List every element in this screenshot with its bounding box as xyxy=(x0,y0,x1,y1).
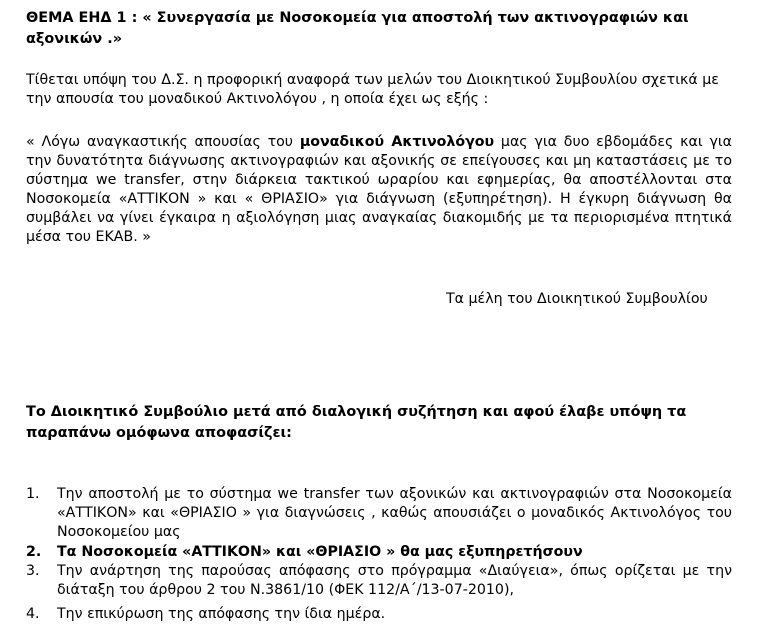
decision-item-number: 2. xyxy=(26,544,42,560)
quote-bold-text: μοναδικού Ακτινολόγου xyxy=(299,134,495,150)
decision-item-number: 3. xyxy=(26,563,40,579)
decision-list xyxy=(26,485,732,624)
decision-item xyxy=(26,543,732,562)
decision-item xyxy=(26,485,732,542)
document-title: ΘΕΜΑ ΕΗΔ 1 : « Συνεργασία με Νοσοκομεία για αποστολή των ακτινογραφιών και αξονικών .» xyxy=(26,10,689,47)
quote-paragraph xyxy=(26,133,732,247)
decision-item-text: Τα Νοσοκομεία «ΑΤΤΙΚΟΝ» και «ΘΡΙΑΣΙΟ » θα μας εξυπηρετήσουν xyxy=(57,544,583,560)
decision-intro: Το Διοικητικό Συμβούλιο μετά από διαλογική συζήτηση και αφού έλαβε υπόψη τα παραπάνω ομόφωνα αποφασίζει: xyxy=(26,404,687,441)
decision-item xyxy=(26,605,732,624)
quote-text-start: « Λόγω αναγκαστικής απουσίας του xyxy=(26,134,300,150)
decision-item-number: 4. xyxy=(26,606,40,622)
decision-item-text: Την αποστολή με το σύστημα we transfer των αξονικών και ακτινογραφιών στα Νοσοκομεία «ΑΤΤΙΚΟΝ» και «ΘΡΙΑΣΙΟ » για διαγνώσεις , καθώς απουσιάζει ο μοναδικός Ακτινολόγος του Νοσοκομείου μας xyxy=(57,486,732,540)
intro-paragraph: Τίθεται υπόψη του Δ.Σ. η προφορική αναφορά των μελών του Διοικητικού Συμβουλίου σχετικά με την απουσία του μοναδικού Ακτινολόγου , η οποία έχει ως εξής : xyxy=(26,72,719,107)
decision-item-number: 1. xyxy=(26,486,40,502)
decision-item xyxy=(26,562,732,600)
decision-item-text: Την επικύρωση της απόφασης την ίδια ημέρα. xyxy=(57,606,386,622)
decision-item-text: Την ανάρτηση της παρούσας απόφασης στο πρόγραμμα «Διαύγεια», όπως ορίζεται με την διάταξη του άρθρου 2 του Ν.3861/10 (ΦΕΚ 112/Α΄/13-07-2010), xyxy=(57,563,732,598)
signature-line: Τα μέλη του Διοικητικού Συμβουλίου xyxy=(446,291,708,307)
quote-text-end: μας για δυο εβδομάδες και για την δυνατότητα διάγνωσης ακτινογραφιών και αξονικής σε επείγουσες και μη καταστάσεις με το σύστημα we transfer, στην διάρκεια τακτικού ωραρίου και εφημερίας, θα αποστέλλονται στα Νοσοκομεία «ΑΤΤΙΚΟΝ » και « ΘΡΙΑΣΙΟ» για διάγνωση (εξυπηρέτηση). Η έγκυρη διάγνωση θα συμβάλει να γίνει έγκαιρα η αξιολόγηση μιας αναγκαίας διακομιδής με τα περιορισμένα πτητικά μέσα του ΕΚΑΒ. » xyxy=(26,134,732,245)
